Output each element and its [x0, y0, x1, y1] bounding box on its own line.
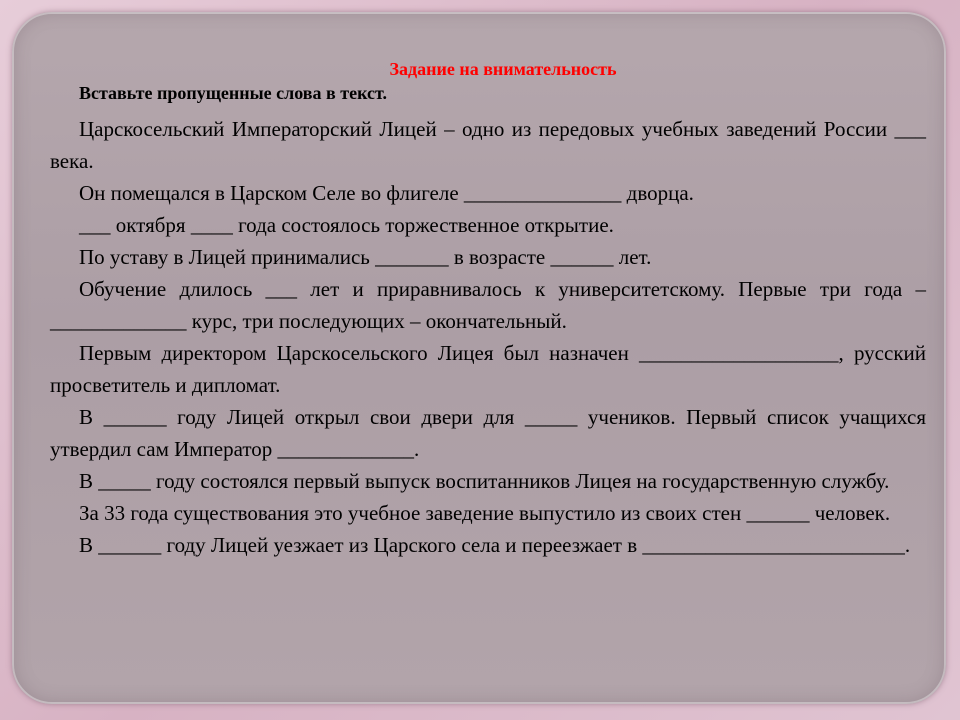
text-paragraph-6: Первым директором Царскосельского Лицея был назначен ___________________, русский просветитель и дипломат. [50, 341, 926, 397]
text-paragraph-8: В _____ году состоялся первый выпуск воспитанников Лицея на государственную службу. [79, 469, 890, 493]
slide-content [50, 58, 926, 561]
slide-panel [12, 12, 946, 704]
text-paragraph-2: Он помещался в Царском Селе во флигеле _______________ дворца. [79, 181, 694, 205]
text-paragraph-10: В ______ году Лицей уезжает из Царского села и переезжает в _________________________. [79, 533, 911, 557]
text-paragraph-7: В ______ году Лицей открыл свои двери для _____ учеников. Первый список учащихся утвердил сам Император _____________. [50, 405, 926, 461]
task-instruction: Вставьте пропущенные слова в текст. [79, 83, 387, 103]
task-title: Задание на внимательность [389, 59, 617, 79]
text-paragraph-1: Царскосельский Императорский Лицей – одно из передовых учебных заведений России ___ века. [50, 117, 926, 173]
text-paragraph-9: За 33 года существования это учебное заведение выпустило из своих стен ______ человек. [79, 501, 891, 525]
text-paragraph-5: Обучение длилось ___ лет и приравнивалось к университетскому. Первые три года – _____________ курс, три последующих – окончательный. [50, 277, 926, 333]
text-paragraph-3: ___ октября ____ года состоялось торжественное открытие. [79, 213, 614, 237]
text-paragraph-4: По уставу в Лицей принимались _______ в возрасте ______ лет. [79, 245, 652, 269]
